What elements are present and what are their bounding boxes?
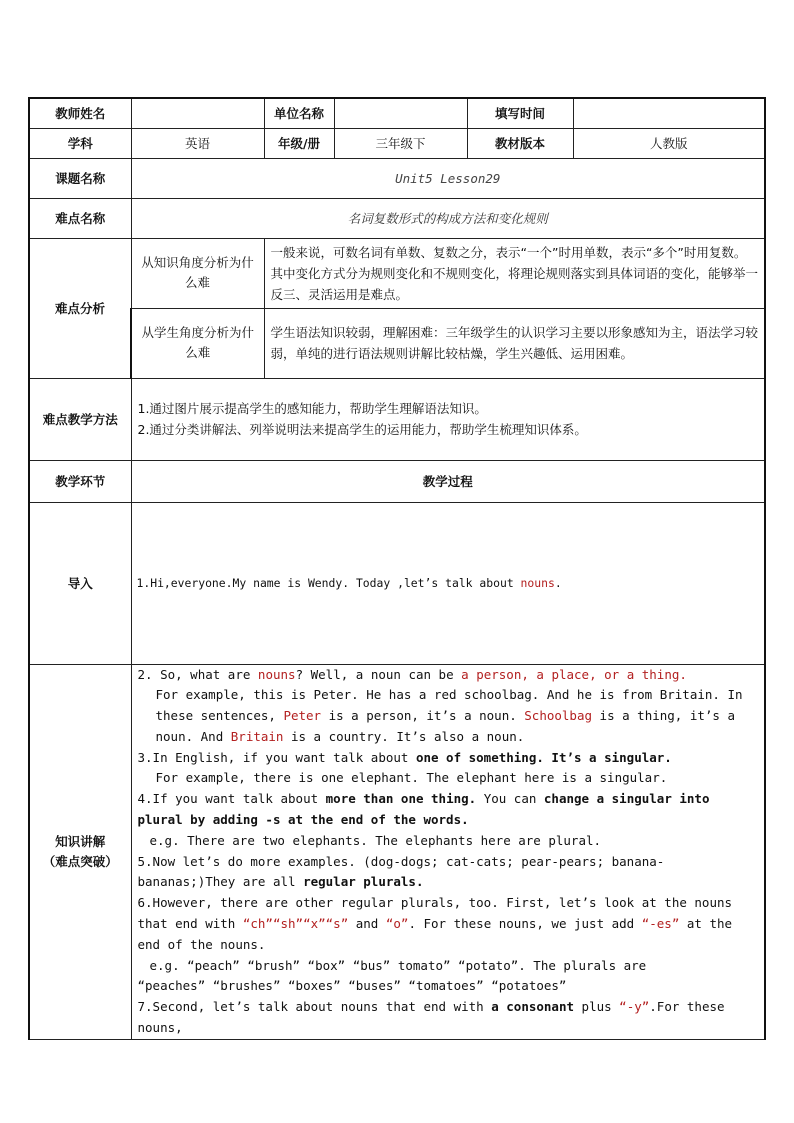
paragraph-7: 7.Second, let’s talk about nouns that end with a consonant plus “-y”.For these nouns, (137, 999, 725, 1036)
process-header-row (29, 460, 765, 502)
difficulty-name-label: 难点名称 (29, 198, 131, 238)
stage-header: 教学环节 (29, 460, 131, 502)
fill-time-value (573, 98, 765, 128)
knowledge-angle-label: 从知识角度分析为什么难 (131, 238, 264, 308)
method-text (131, 378, 765, 460)
header-row-1 (29, 98, 765, 128)
analysis-knowledge-row (29, 238, 765, 308)
paragraph-3: 3.In English, if you want talk about one of something. It’s a singular. (137, 749, 672, 765)
analysis-student-row (29, 308, 765, 378)
paragraph-5: 5.Now let’s do more examples. (dog-dogs; cat-cats; pear-pears; banana-bananas;)They are all regular plurals. (137, 853, 665, 890)
unit-name-value (334, 98, 467, 128)
process-header: 教学过程 (131, 460, 765, 502)
lesson-title-value: Unit5 Lesson29 (131, 158, 765, 198)
intro-text-end: . (554, 576, 562, 590)
paragraph-4-example: e.g. There are two elephants. The elephants here are plural. (149, 832, 602, 848)
intro-text (131, 502, 765, 664)
paragraph-3-example: For example, there is one elephant. The elephant here is a singular. (155, 770, 668, 786)
subject-label: 学科 (29, 128, 131, 158)
paragraph-6-example-1: e.g. “peach” “brush” “box” “bus” tomato” “potato”. The plurals are (149, 957, 647, 973)
teacher-name-label: 教师姓名 (29, 98, 131, 128)
paragraph-6-example-2: “peaches” “brushes” “boxes” “buses” “tomatoes” “potatoes” (137, 978, 567, 994)
knowledge-row (29, 664, 765, 1039)
knowledge-label-line-1: 知识讲解 (55, 833, 106, 849)
difficulty-name-value: 名词复数形式的构成方法和变化规则 (131, 198, 765, 238)
edition-value: 人教版 (573, 128, 765, 158)
intro-text-part: 1.Hi,everyone.My name is Wendy. Today ,let’s talk about (136, 576, 521, 590)
paragraph-6: 6.However, there are other regular plurals, too. First, let’s look at the nouns that end with “ch”“sh”“x”“s” and “o”. For these nouns, we just add “-es” at the end of the nouns. (137, 895, 733, 952)
header-row-2 (29, 128, 765, 158)
intro-row (29, 502, 765, 664)
grade-label: 年级/册 (264, 128, 334, 158)
lesson-plan-table (28, 97, 766, 1040)
fill-time-label: 填写时间 (467, 98, 573, 128)
method-label: 难点教学方法 (29, 378, 131, 460)
method-row (29, 378, 765, 460)
grade-value: 三年级下 (334, 128, 467, 158)
subject-value: 英语 (131, 128, 264, 158)
lesson-title-row (29, 158, 765, 198)
intro-highlight: nouns (520, 576, 555, 590)
student-angle-label: 从学生角度分析为什么难 (131, 308, 264, 378)
intro-label: 导入 (29, 502, 131, 664)
paragraph-4: 4.If you want talk about more than one thing. You can change a singular into plural by adding -s at the end of the words. (137, 791, 710, 828)
edition-label: 教材版本 (467, 128, 573, 158)
method-line-2: 2.通过分类讲解法、列举说明法来提高学生的运用能力，帮助学生梳理知识体系。 (137, 422, 587, 437)
unit-name-label: 单位名称 (264, 98, 334, 128)
student-angle-text: 学生语法知识较弱，理解困难：三年级学生的认识学习主要以形象感知为主，语法学习较弱，单纯的进行语法规则讲解比较枯燥，学生兴趣低、运用困难。 (264, 308, 765, 378)
knowledge-label-line-2: （难点突破） (42, 853, 118, 869)
difficulty-name-row (29, 198, 765, 238)
knowledge-label (29, 664, 131, 1039)
paragraph-2: 2. So, what are nouns? Well, a noun can be a person, a place, or a thing. (137, 666, 687, 682)
paragraph-2-example: For example, this is Peter. He has a red schoolbag. And he is from Britain. In these sentences, Peter is a person, it’s a noun. Schoolbag is a thing, it’s a noun. And Britain is a country. It’s also a noun. (155, 687, 743, 744)
lesson-title-label: 课题名称 (29, 158, 131, 198)
knowledge-angle-text: 一般来说，可数名词有单数、复数之分，表示“一个”时用单数，表示“多个”时用复数。其中变化方式分为规则变化和不规则变化，将理论规则落实到具体词语的变化，能够举一反三、灵活运用是难点。 (264, 238, 765, 308)
analysis-label: 难点分析 (29, 238, 131, 378)
teacher-name-value (131, 98, 264, 128)
knowledge-text (131, 664, 765, 1039)
method-line-1: 1.通过图片展示提高学生的感知能力，帮助学生理解语法知识。 (137, 401, 487, 416)
